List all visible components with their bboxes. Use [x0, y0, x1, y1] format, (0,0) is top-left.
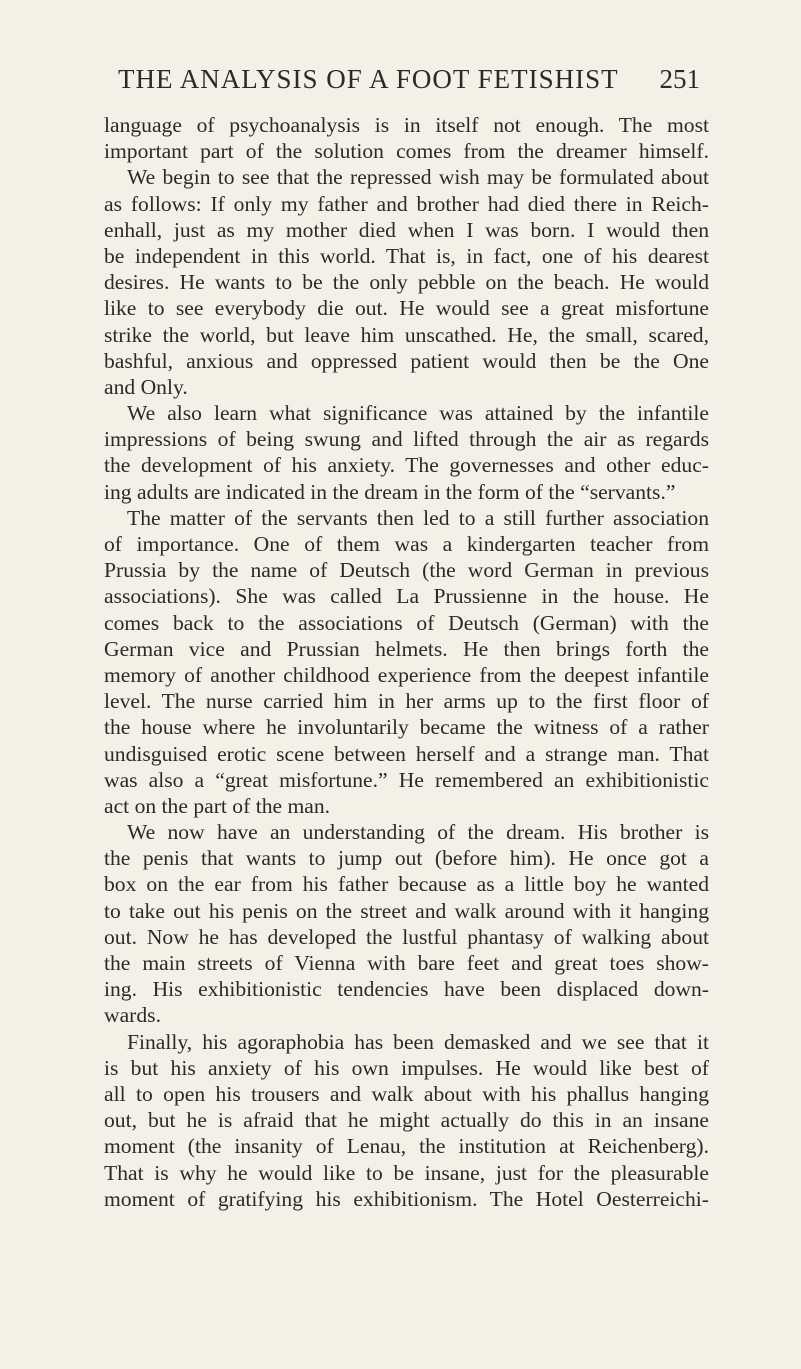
text-line: bashful, anxious and oppressed patient would then be the One: [104, 348, 709, 373]
text-line: We now have an understanding of the dream. His brother is: [127, 820, 709, 845]
text-line: associations). She was called La Prussienne in the house. He: [104, 584, 709, 609]
text-line: Prussia by the name of Deutsch (the word German in previous: [104, 558, 709, 583]
text-line: as follows: If only my father and brother had died there in Reich-: [104, 191, 709, 216]
text-line: the main streets of Vienna with bare feet and great toes show-: [104, 951, 709, 975]
text-line: ing. His exhibitionistic tendencies have been displaced down-: [104, 977, 709, 1002]
text-line: ing adults are indicated in the dream in the form of the “servants.”: [104, 479, 676, 504]
text-line: be independent in this world. That is, in fact, one of his dearest: [104, 243, 709, 268]
running-head: [118, 62, 700, 96]
text-line: the penis that wants to jump out (before him). He once got a: [104, 846, 709, 871]
text-line: wards.: [104, 1003, 161, 1028]
text-line: box on the ear from his father because as a little boy he wanted: [104, 872, 709, 897]
text-line: out. Now he has developed the lustful phantasy of walking about: [104, 924, 709, 949]
text-line: impressions of being swung and lifted through the air as regards: [104, 427, 709, 452]
running-head-title: THE ANALYSIS OF A FOOT FETISHIST: [118, 64, 619, 94]
text-line: was also a “great misfortune.” He remembered an exhibitionistic: [104, 767, 709, 792]
page-number: 251: [659, 64, 700, 94]
text-line: German vice and Prussian helmets. He then brings forth the: [104, 636, 709, 661]
text-line: memory of another childhood experience from the deepest infantile: [104, 662, 709, 687]
text-line: all to open his trousers and walk about with his phallus hanging: [104, 1081, 709, 1106]
text-line: We begin to see that the repressed wish may be formulated about: [127, 165, 709, 190]
text-line: level. The nurse carried him in her arms up to the first floor of: [104, 689, 709, 714]
text-line: of importance. One of them was a kindergarten teacher from: [104, 532, 709, 556]
text-line: comes back to the associations of Deutsch (German) with the: [104, 610, 709, 635]
text-line: We also learn what significance was attained by the infantile: [127, 401, 709, 426]
text-line: act on the part of the man.: [104, 793, 331, 818]
body-text: [104, 112, 709, 1212]
text-line: important part of the solution comes from the dreamer himself.: [104, 139, 709, 164]
text-line: Finally, his agoraphobia has been demasked and we see that it: [127, 1029, 709, 1054]
text-line: That is why he would like to be insane, just for the pleasurable: [104, 1160, 709, 1185]
text-line: moment of gratifying his exhibitionism. The Hotel Oesterreichi-: [104, 1186, 709, 1211]
text-line: strike the world, but leave him unscathed. He, the small, scared,: [104, 322, 709, 347]
text-line: out, but he is afraid that he might actually do this in an insane: [104, 1108, 709, 1133]
text-line: enhall, just as my mother died when I was born. I would then: [104, 217, 709, 242]
text-line: language of psychoanalysis is in itself not enough. The most: [104, 113, 709, 137]
text-line: like to see everybody die out. He would see a great misfortune: [104, 296, 709, 321]
text-line: is but his anxiety of his own impulses. He would like best of: [104, 1055, 709, 1080]
text-line: moment (the insanity of Lenau, the institution at Reichenberg).: [104, 1134, 709, 1159]
text-line: undisguised erotic scene between herself and a strange man. That: [104, 741, 709, 766]
text-line: The matter of the servants then led to a still further association: [127, 505, 709, 530]
text-line: to take out his penis on the street and walk around with it hanging: [104, 898, 709, 923]
text-line: desires. He wants to be the only pebble on the beach. He would: [104, 270, 709, 295]
text-line: the house where he involuntarily became the witness of a rather: [104, 715, 709, 740]
text-line: and Only.: [104, 374, 188, 399]
text-line: the development of his anxiety. The governesses and other educ-: [104, 453, 709, 478]
